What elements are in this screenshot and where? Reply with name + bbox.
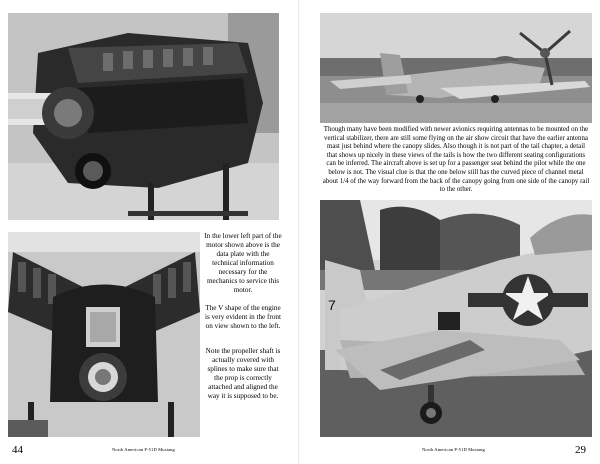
mustang-airshow-photo	[320, 13, 592, 123]
tail-antenna-caption: Though many have been modified with newer avionics requiring antennas to be mounted on the vertical stabilizer, there are still some flying on the air show circuit that have the earlier antenna mast just behind where the canopy slides. Also though it is not part of the tail chapter, a detail that shows up nicely in these views of the tails is how the two different seating configurations can be inferred. The aircraft above is set up for a passenger seat behind the pilot while the one below is not. The visual clue is that the one below still has the curved piece of channel metal about 1/4 of the way forward from the back of the canopy going from one side of the canopy rail to the other.	[322, 126, 590, 194]
right-page	[300, 0, 600, 464]
engine-side-photo	[8, 13, 279, 220]
mustang-tail-closeup-photo	[320, 200, 592, 437]
right-page-number: 29	[575, 444, 586, 456]
engine-front-photo	[8, 232, 200, 437]
caption-data-plate: In the lower left part of the motor shown above is the data plate with the technical information necessary for the mechanics to service this motor.	[204, 232, 282, 294]
left-running-footer: North American P-51D Mustang	[112, 447, 175, 452]
caption-propeller-shaft: Note the propeller shaft is actually covered with splines to make sure that the prop is correctly attached and aligned the way it is supposed to be.	[205, 347, 281, 400]
aircraft-code: 7	[328, 297, 336, 313]
left-page-number: 44	[12, 444, 23, 456]
right-running-footer: North American P-51D Mustang	[422, 447, 485, 452]
engine-captions	[203, 232, 283, 410]
caption-v-shape: The V shape of the engine is very evident in the front on view shown to the left.	[204, 304, 282, 330]
